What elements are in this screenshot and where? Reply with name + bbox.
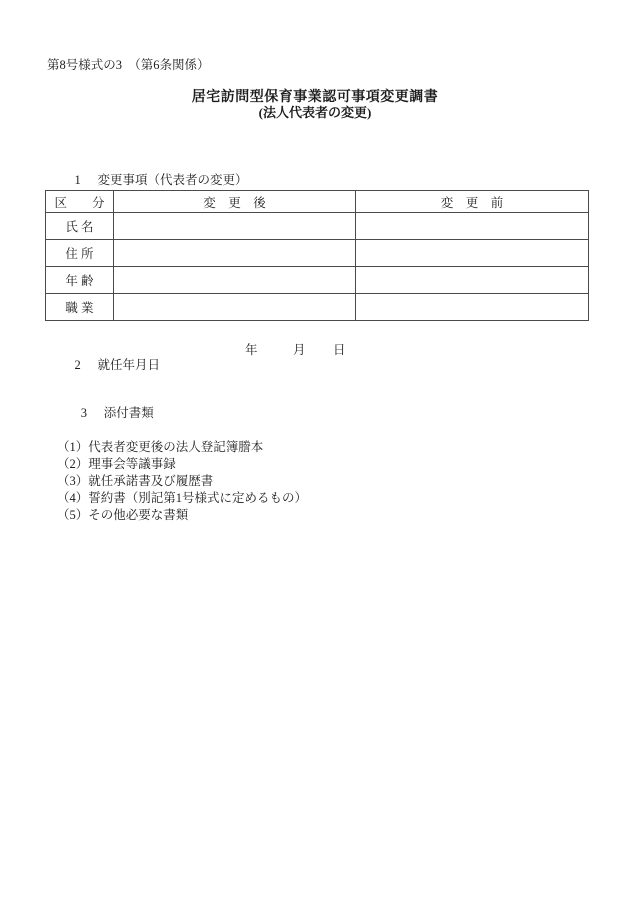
table-row-age: [46, 267, 589, 294]
table-row-name: [46, 213, 589, 240]
section1-number: 1: [74, 173, 81, 187]
address-before-cell[interactable]: [356, 240, 589, 267]
table-row-address: [46, 240, 589, 267]
attachment-item-4: （4）誓約書（別記第1号様式に定めるもの）: [57, 491, 308, 505]
age-after-cell[interactable]: [114, 267, 356, 294]
column-header-after: 変 更 後: [114, 191, 356, 213]
occupation-after-cell[interactable]: [114, 294, 356, 321]
row-label-name: 氏 名: [46, 213, 114, 240]
month-label: 月: [293, 343, 306, 357]
section2-number: 2: [74, 358, 81, 372]
row-label-occupation: 職 業: [46, 294, 114, 321]
attachment-item-3: （3）就任承諾書及び履歴書: [57, 474, 214, 488]
occupation-before-cell[interactable]: [356, 294, 589, 321]
row-label-age: 年 齢: [46, 267, 114, 294]
section3-heading: [57, 388, 307, 439]
change-table: [45, 190, 589, 321]
attachment-item-1: （1）代表者変更後の法人登記簿謄本: [57, 440, 264, 454]
table-header-row: [46, 191, 589, 213]
name-before-cell[interactable]: [356, 213, 589, 240]
address-after-cell[interactable]: [114, 240, 356, 267]
document-subtitle: (法人代表者の変更): [258, 104, 372, 120]
age-before-cell[interactable]: [356, 267, 589, 294]
section3-title: 添付書類: [103, 406, 154, 420]
year-label: 年: [245, 343, 258, 357]
column-header-before: 変 更 前: [356, 191, 589, 213]
section1-title: 変更事項（代表者の変更）: [97, 173, 248, 187]
title-block: [0, 91, 630, 120]
name-after-cell[interactable]: [114, 213, 356, 240]
day-label: 日: [333, 343, 346, 357]
section3: [57, 388, 307, 524]
attachment-item-2: （2）理事会等議事録: [57, 457, 176, 471]
table-row-occupation: [46, 294, 589, 321]
section3-number: 3: [80, 406, 87, 420]
form-number: 第8号様式の3 （第6条関係）: [47, 58, 210, 72]
column-header-category: 区 分: [46, 191, 114, 213]
section2-title: 就任年月日: [97, 358, 161, 372]
row-label-address: 住 所: [46, 240, 114, 267]
document-title: 居宅訪問型保育事業認可事項変更調書: [191, 90, 439, 105]
attachment-item-5: （5）その他必要な書類: [57, 508, 189, 522]
